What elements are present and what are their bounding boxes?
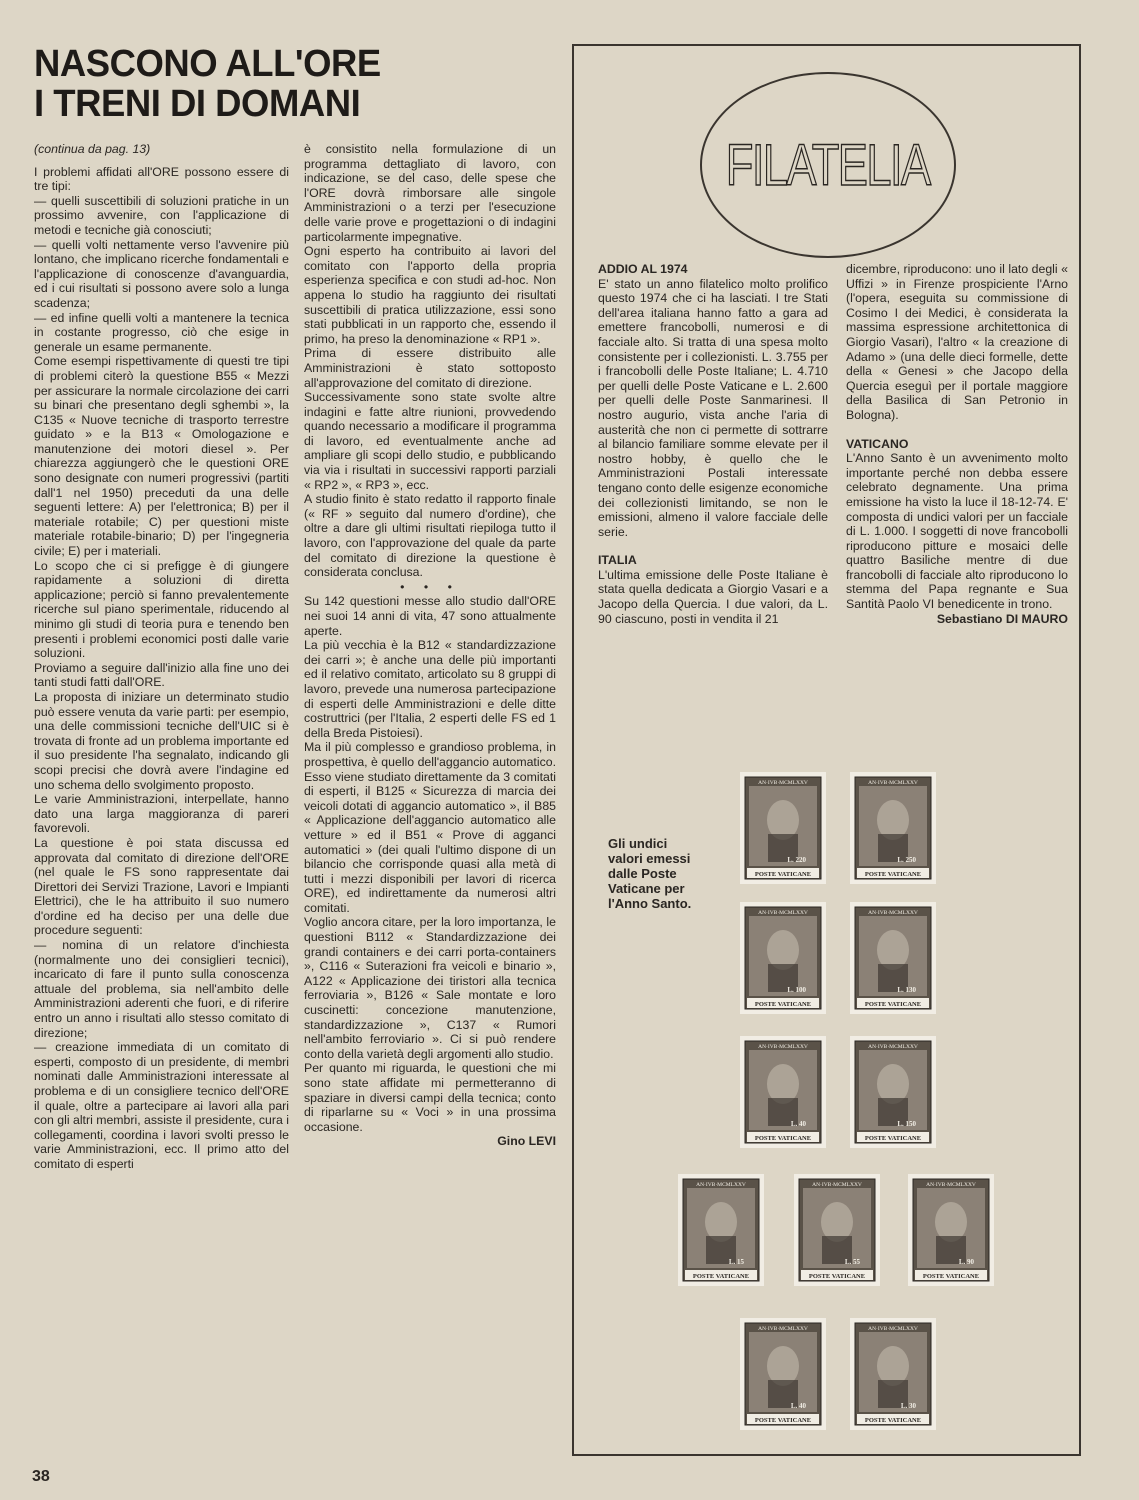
stamp-value-text: L. 130 [897, 986, 916, 994]
article-paragraph: Voglio ancora citare, per la loro importanza, le questioni B112 « Standardizzazione dei grandi containers e dei carri porta-containers », C116 « Suterazioni fra veicoli e binario », A122 « Applicazione dei tiristori alla tecnica ferroviaria », B126 « Sale montate e loro cuscinetti: concezione manutenzione, standardizzazione », C137 « Rumori nell'ambito ferroviario ». Ci si può rendere conto della varietà degli argomenti allo studio. [304, 915, 556, 1061]
stamp-year-text: AN·IVB·MCMLXXV [758, 780, 808, 786]
stamp [850, 902, 936, 1014]
article-paragraph: Lo scopo che ci si prefigge è di giungere rapidamente a soluzioni di diretta applicazione; perciò si fanno prevalentemente ricerche sul piano sperimentale, riducendo al minimo gli studi di teoria pura e tenendo ben presenti i problemi economici posti dalle varie soluzioni. [34, 558, 289, 661]
stamp-value-text: L. 250 [897, 856, 916, 864]
article-paragraph: è consistito nella formulazione di un programma dettagliato di lavoro, con indicazione, se del caso, delle spese che l'ORE dovrà rimborsare alle singole Amministrazioni o a terzi per l'esecuzione delle varie prove e progettazioni o di indagini particolarmente impegnative. [304, 142, 556, 244]
article-paragraph: Ma il più complesso e grandioso problema, in prospettiva, è quello dell'aggancio automatico. Esso viene studiato direttamente da 3 comitati di esperti, il B125 « Sicurezza di marcia dei veicoli dotati di aggancio automatico », il B85 « Applicazione dell'aggancio automatico alle vetture » ed il B51 « Prove di agganci automatici » (dei quali l'ultimo dispone di un bilancio che corrisponde quasi alla metà di tutti i mezzi disponibili per lavori di ricerca ORE), ed indirettamente da numerosi altri comitati. [304, 740, 556, 915]
stamp-country-text: POSTE VATICANE [754, 1001, 812, 1008]
subheading-addio: ADDIO AL 1974 [598, 262, 688, 276]
stamp-value-text: L. 40 [790, 1120, 806, 1128]
stamp-value-text: L. 90 [958, 1258, 974, 1266]
stamp-value-text: L. 40 [790, 1402, 806, 1410]
stamp-artwork [854, 906, 932, 1010]
stamp-year-text: AN·IVB·MCMLXXV [868, 780, 918, 786]
stamp-value-text: L. 30 [900, 1402, 916, 1410]
article-paragraph: — creazione immediata di un comitato di esperti, composto di un presidente, di membri nominati dalle Amministrazioni interessate al problema e di un consigliere tecnico dell'ORE il quale, oltre a partecipare ai lavori alla pari con gli altri membri, assiste il presidente, cura i collegamenti, coordina i lavori svolti presso le varie Amministrazioni, ecc. Il primo atto del comitato di esperti [34, 1040, 289, 1171]
filatelia-logo [700, 72, 956, 258]
stamp [740, 772, 826, 884]
stamp-artwork [912, 1178, 990, 1282]
stamp-value-text: L. 150 [897, 1120, 916, 1128]
article-paragraph: — quelli suscettibili di soluzioni pratiche in un prossimo avvenire, con l'applicazione di metodi e tecniche già conosciuti; [34, 193, 289, 237]
stamp-year-text: AN·IVB·MCMLXXV [758, 910, 808, 916]
stamps-caption: Gli undici valori emessi dalle Poste Vaticane per l'Anno Santo. [608, 836, 692, 911]
section-separator: • • • [400, 579, 460, 594]
stamp-country-text: POSTE VATICANE [808, 1273, 866, 1280]
stamp-artwork [744, 776, 822, 880]
article-paragraph: A studio finito è stato redatto il rapporto finale (« RF » seguito dal numero d'ordine), che oltre a dare gli ultimi risultati riepiloga tutto il lavoro, con l'approvazione del quale da parte del comitato di direzione la questione è considerata conclusa. [304, 492, 556, 580]
headline-line-2: I TRENI DI DOMANI [34, 83, 361, 125]
filatelia-column-1 [598, 262, 828, 626]
stamp-country-text: POSTE VATICANE [864, 1417, 922, 1424]
filatelia-paragraph: dicembre, riproducono: uno il lato degli « Uffizi » in Firenze prospiciente l'Arno (l'opera, eseguita su commissione di Cosimo I dei Medici, è considerata la massima espressione architettonica di Giorgio Vasari), l'altro « la creazione di Adamo » (una delle dieci formelle, dette della « Genesi » che Jacopo della Quercia eseguì per il portale maggiore della Basilica di San Petronio in Bologna). [846, 262, 1068, 422]
continued-note: (continua da pag. 13) [34, 142, 151, 156]
filatelia-logo-text: FILATELIA [726, 132, 930, 198]
stamp-year-text: AN·IVB·MCMLXXV [696, 1182, 746, 1188]
stamp-artwork [744, 906, 822, 1010]
subheading-vaticano: VATICANO [846, 436, 909, 451]
stamp [740, 902, 826, 1014]
stamp-country-text: POSTE VATICANE [864, 1001, 922, 1008]
article-paragraph: Ogni esperto ha contribuito ai lavori del comitato con l'apporto della propria esperienza specifica e con studi ad-hoc. Non appena lo studio ha raggiunto dei risultati suscettibili di pratica utilizzazione, essi sono stati pubblicati in un rapporto che, essendo il primo, ha preso la denominazione « RP1 ». [304, 244, 556, 346]
article-paragraph: Successivamente sono state svolte altre indagini e fatte altre riunioni, provvedendo quando necessario a modificare il programma di lavoro, ed eventualmente anche ad ampliare gli scopi dello studio, e pubblicando via via i risultati in successivi rapporti parziali « RP2 », « RP3 », ecc. [304, 390, 556, 492]
stamp-artwork [798, 1178, 876, 1282]
article-column-2 [304, 142, 556, 1149]
article-paragraph: Prima di essere distribuito alle Amministrazioni è stato sottoposto all'approvazione del comitato di direzione. [304, 346, 556, 390]
stamp-country-text: POSTE VATICANE [692, 1273, 750, 1280]
article-paragraph: Le varie Amministrazioni, interpellate, hanno dato una larga maggioranza di pareri favorevoli. [34, 792, 289, 836]
article-paragraph: La proposta di iniziare un determinato studio può essere venuta da varie parti: per esempio, una delle commissioni tecniche dell'UIC si è trovata di fronte ad un problema importante ed il suo presidente l'ha segnalato, indicando gli scopi precisi che dovrà avere l'indagine ed uno schema dello svolgimento proposto. [34, 689, 289, 792]
filatelia-paragraph: L'ultima emissione delle Poste Italiane è stata quella dedicata a Giorgio Vasari e a Jacopo della Quercia. I due valori, da L. 90 ciascuno, posti in vendita il 21 [598, 567, 828, 626]
article-paragraph: Per quanto mi riguarda, le questioni che mi sono state affidate mi permetteranno di spaziare in diversi campi della tecnica; conto di riparlarne su « Voci » in una prossima occasione. [304, 1061, 556, 1134]
stamp [794, 1174, 880, 1286]
article-column-1 [34, 142, 289, 1172]
stamp [740, 1318, 826, 1430]
stamp-country-text: POSTE VATICANE [754, 1135, 812, 1142]
page-number: 38 [32, 1468, 50, 1485]
filatelia-column-2 [846, 262, 1068, 626]
stamp-country-text: POSTE VATICANE [754, 871, 812, 878]
article-paragraph: Come esempi rispettivamente di questi tre tipi di problemi citerò la questione B55 « Mezzi per assicurare la normale circolazione dei carri su binari che presentano degli sghembi », la C135 « Nuove tecniche di trasporto terrestre guidato » e la B13 « Omologazione e manutenzione dei motori diesel ». Per chiarezza aggiungerò che le questioni ORE sono designate con numeri progressivi (partiti dall'1 nel 1950) preceduti da una delle seguenti lettere: A) per l'elettronica; B) per il materiale rotabile; C) per questioni miste materiale rotabile-binario; D) per l'ingegneria civile; E) per i materiali. [34, 354, 289, 559]
stamp-artwork [854, 1040, 932, 1144]
stamp-country-text: POSTE VATICANE [864, 1135, 922, 1142]
stamp [908, 1174, 994, 1286]
article-paragraph: La più vecchia è la B12 « standardizzazione dei carri »; è anche una delle più importanti ed il relativo comitato, articolato su 8 gruppi di lavoro, prevede una numerosa partecipazione di esperti delle Amministrazioni e delle ditte costruttrici (per l'Italia, 2 esperti delle FS ed 1 della Breda Pistoiesi). [304, 638, 556, 740]
article-paragraph: La questione è poi stata discussa ed approvata dal comitato di direzione dell'ORE (nel quale le FS sono rappresentate dai Direttori dei Servizi Trazione, Lavori e Impianti Elettrici), che le ha attribuito il suo numero d'ordine ed ha deciso per una delle due procedure seguenti: [34, 835, 289, 938]
stamp-country-text: POSTE VATICANE [922, 1273, 980, 1280]
stamp-year-text: AN·IVB·MCMLXXV [868, 1044, 918, 1050]
stamp-year-text: AN·IVB·MCMLXXV [926, 1182, 976, 1188]
stamp-year-text: AN·IVB·MCMLXXV [868, 1326, 918, 1332]
stamp-artwork [682, 1178, 760, 1282]
stamp-country-text: POSTE VATICANE [864, 871, 922, 878]
article-headline [34, 44, 381, 124]
stamp-artwork [854, 776, 932, 880]
stamp [850, 772, 936, 884]
article-paragraph: I problemi affidati all'ORE possono essere di tre tipi: [34, 164, 289, 194]
article-paragraph: — nomina di un relatore d'inchiesta (normalmente uno dei consiglieri tecnici), incaricato di fare il punto sulla conoscenza attuale del problema, sia nell'ambito delle Amministrazioni aderenti che fuori, e di riferire entro un anno i risultati allo stesso comitato di direzione; [34, 938, 289, 1040]
filatelia-paragraph: E' stato un anno filatelico molto prolifico questo 1974 che ci ha lasciati. I tre Stati dell'area italiana hanno fatto a gara ad emettere francobolli, numerosi e di facciale alto. Si tratta di una spesa molto consistente per i collezionisti. L. 3.755 per i francobolli delle Poste Italiane; L. 4.710 per quelli delle Poste Vaticane e L. 2.600 per quelli delle Poste Sanmarinesi. Il nostro augurio, vista anche l'aria di austerità che non ci permette di sottrarre al bilancio familiare somme elevate per il nostro hobby, è quello che le Amministrazioni Postali interessate tengano conto delle esigenze economiche dei collezionisti limitando, se non le emissioni, almeno il valore facciale delle serie. [598, 276, 828, 539]
stamp-value-text: L. 15 [728, 1258, 744, 1266]
stamp [850, 1318, 936, 1430]
article-paragraph: Su 142 questioni messe allo studio dall'ORE nei suoi 14 anni di vita, 47 sono attualmente aperte. [304, 594, 556, 638]
article-paragraph: Proviamo a seguire dall'inizio alla fine uno dei tanti studi fatti dall'ORE. [34, 660, 289, 690]
stamp-year-text: AN·IVB·MCMLXXV [758, 1044, 808, 1050]
filatelia-author: Sebastiano DI MAURO [936, 611, 1068, 626]
stamp [740, 1036, 826, 1148]
article-paragraph: — quelli volti nettamente verso l'avvenire più lontano, che implicano ricerche fondamentali e l'applicazione di conoscenze d'avanguardia, ed i cui risultati si possono avere solo a lunga scadenza; [34, 237, 289, 310]
stamp [678, 1174, 764, 1286]
stamp-artwork [744, 1040, 822, 1144]
headline-line-1: NASCONO ALL'ORE [34, 43, 381, 85]
stamp-value-text: L. 55 [844, 1258, 860, 1266]
article-author: Gino LEVI [497, 1134, 556, 1149]
stamp-year-text: AN·IVB·MCMLXXV [758, 1326, 808, 1332]
stamp-value-text: L. 220 [787, 856, 806, 864]
stamp-year-text: AN·IVB·MCMLXXV [812, 1182, 862, 1188]
stamp-year-text: AN·IVB·MCMLXXV [868, 910, 918, 916]
article-paragraph: — ed infine quelli volti a mantenere la tecnica in costante progresso, ciò che esige in generale un esame permanente. [34, 310, 289, 354]
subheading-italia: ITALIA [598, 553, 637, 568]
stamp [850, 1036, 936, 1148]
stamp-country-text: POSTE VATICANE [754, 1417, 812, 1424]
filatelia-paragraph: L'Anno Santo è un avvenimento molto importante perché non debba essere celebrato degnamente. Una prima emissione ha visto la luce il 18-12-74. E' composta di undici valori per un facciale di L. 1.000. I soggetti di nove francobolli riproducono pitture e mosaici delle quattro Basiliche mentre di due francobolli di facciale alto riproducono lo stemma del Papa regnante e Sua Santità Paolo VI benedicente in trono. [846, 451, 1068, 612]
stamp-value-text: L. 100 [787, 986, 806, 994]
stamp-artwork [744, 1322, 822, 1426]
stamp-artwork [854, 1322, 932, 1426]
